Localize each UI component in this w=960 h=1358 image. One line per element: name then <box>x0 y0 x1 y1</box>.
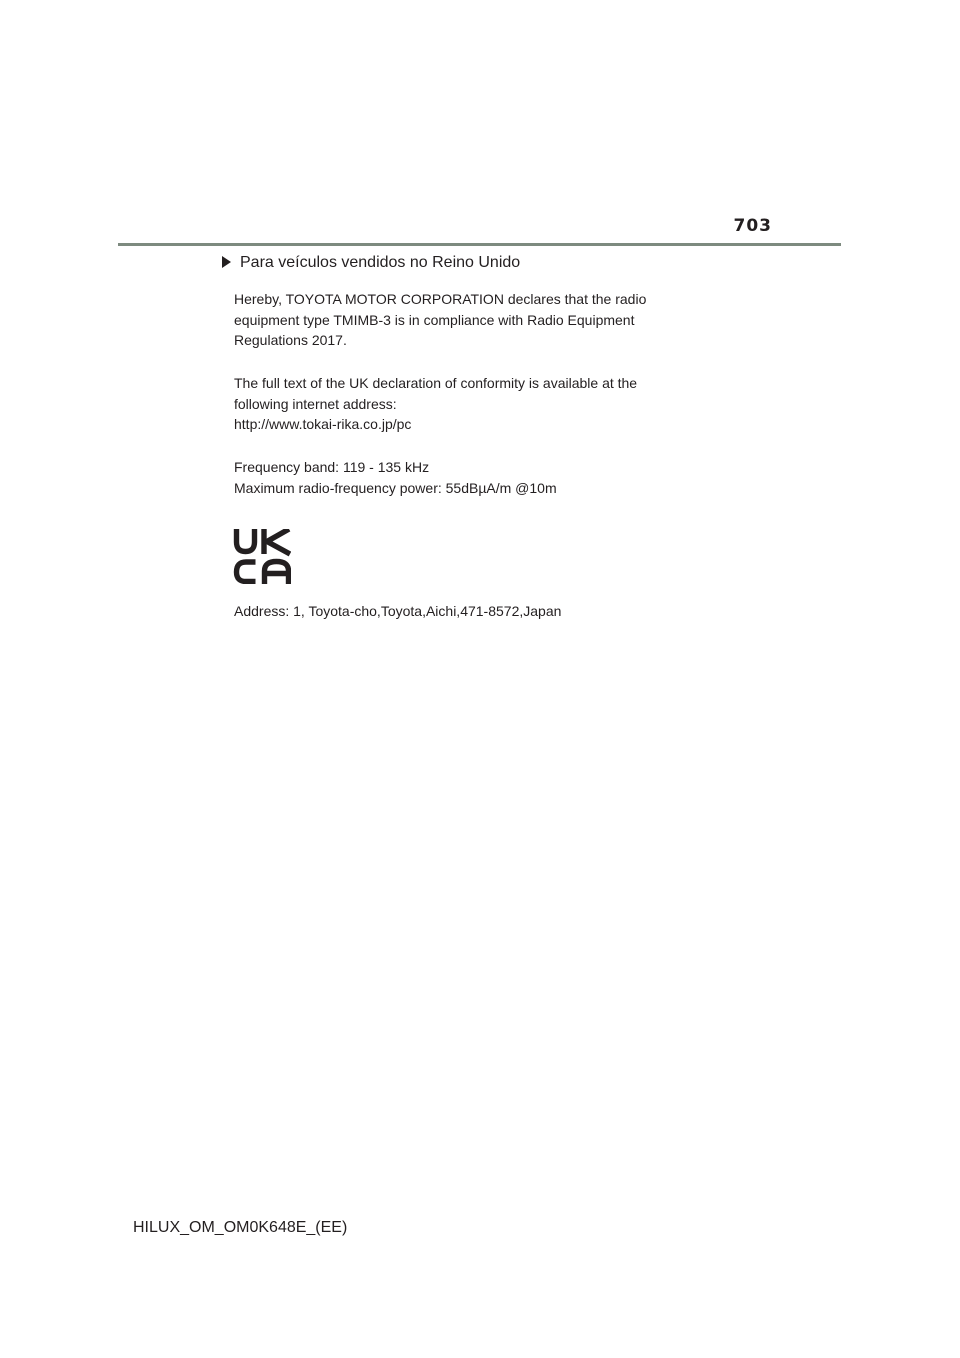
declaration-url-text: http://www.tokai-rika.co.jp/pc <box>234 416 412 432</box>
frequency-paragraph <box>234 457 754 498</box>
declaration-line: equipment type TMIMB-3 is in compliance with Radio Equipment <box>234 311 635 328</box>
address-line: Address: 1, Toyota-cho,Toyota,Aichi,471-8572,Japan <box>234 603 562 619</box>
section-heading-text: Para veículos vendidos no Reino Unido <box>240 254 521 271</box>
declaration-url-paragraph <box>234 373 754 435</box>
declaration-url-line: The full text of the UK declaration of conformity is available at the <box>234 375 638 391</box>
section-heading <box>222 254 520 272</box>
declaration-paragraph <box>234 289 754 351</box>
address-paragraph <box>234 601 754 622</box>
bullet-triangle-icon <box>222 256 231 268</box>
footer-document-code: HILUX_OM_OM0K648E_(EE) <box>133 1219 348 1236</box>
declaration-url-line: following internet address: <box>234 395 397 412</box>
frequency-band-line: Frequency band: 119 - 135 kHz <box>234 459 430 475</box>
header-rule <box>118 243 841 246</box>
ukca-mark-icon <box>233 529 291 584</box>
declaration-line: Regulations 2017. <box>234 332 347 348</box>
declaration-line: Hereby, TOYOTA MOTOR CORPORATION declares that the radio <box>234 291 647 307</box>
max-power-line: Maximum radio-frequency power: 55dBµA/m @10m <box>234 479 557 496</box>
page-number: 703 <box>733 216 772 236</box>
